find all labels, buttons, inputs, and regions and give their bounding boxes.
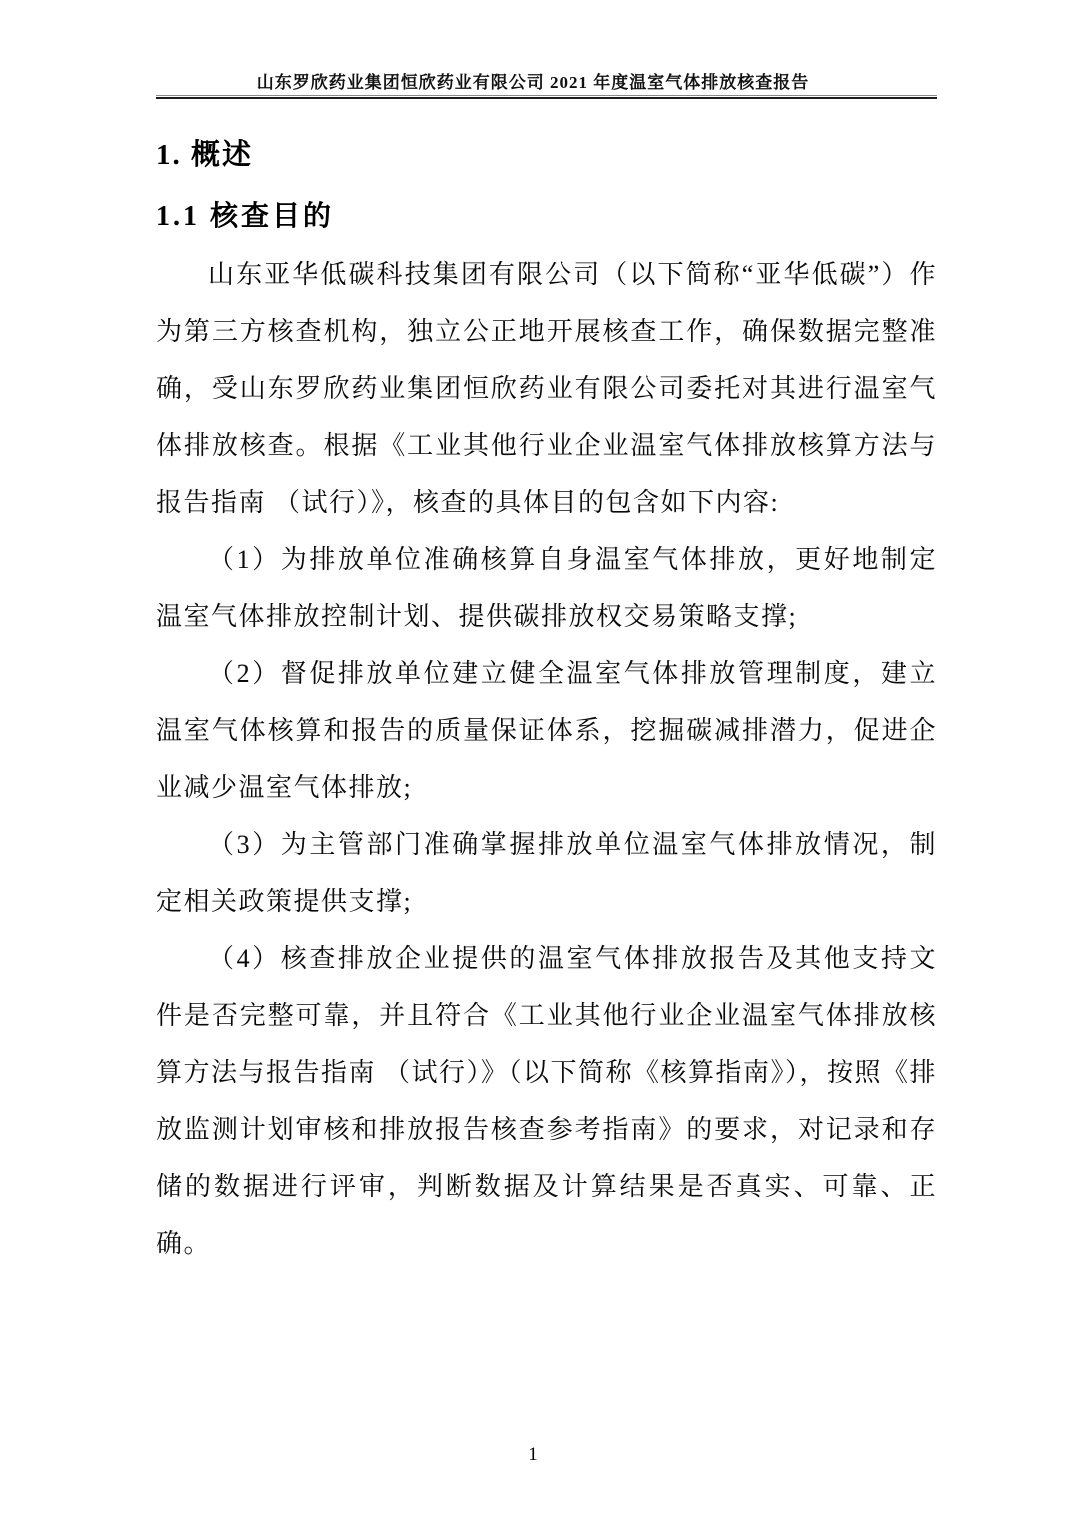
section-heading-overview: 1. 概述 [156, 139, 254, 171]
document-body [156, 137, 937, 1272]
paragraph-item-2: （2）督促排放单位建立健全温室气体排放管理制度，建立温室气体核算和报告的质量保证体系，挖掘碳减排潜力，促进企业减少温室气体排放; [156, 659, 937, 802]
page-number: 1 [528, 1444, 538, 1465]
paragraph-item-1: （1）为排放单位准确核算自身温室气体排放，更好地制定温室气体排放控制计划、提供碳排放权交易策略支撑; [156, 545, 937, 631]
subsection-heading-verification-purpose: 1.1 核查目的 [156, 201, 335, 232]
paragraph-item-3: （3）为主管部门准确掌握排放单位温室气体排放情况，制定相关政策提供支撑; [156, 830, 937, 916]
paragraph-group [156, 246, 937, 1272]
header-divider-rule [156, 95, 937, 99]
paragraph-item-4: （4）核查排放企业提供的温室气体排放报告及其他支持文件是否完整可靠，并且符合《工业其他行业企业温室气体排放核算方法与报告指南 （试行）》（以下简称《核算指南》），按照《排放监测计划审核和排放报告核查参考指南》的要求，对记录和存储的数据进行评审，判断数据及计算结果是否真实、可靠、正确。 [156, 944, 938, 1258]
report-header-title: 山东罗欣药业集团恒欣药业有限公司 2021 年度温室气体排放核查报告 [256, 73, 810, 92]
paragraph-intro: 山东亚华低碳科技集团有限公司（以下简称“亚华低碳”）作为第三方核查机构，独立公正地开展核查工作，确保数据完整准确，受山东罗欣药业集团恒欣药业有限公司委托对其进行温室气体排放核查。根据《工业其他行业企业温室气体排放核算方法与报告指南 （试行）》，核查的具体目的包含如下内容: [156, 260, 937, 517]
